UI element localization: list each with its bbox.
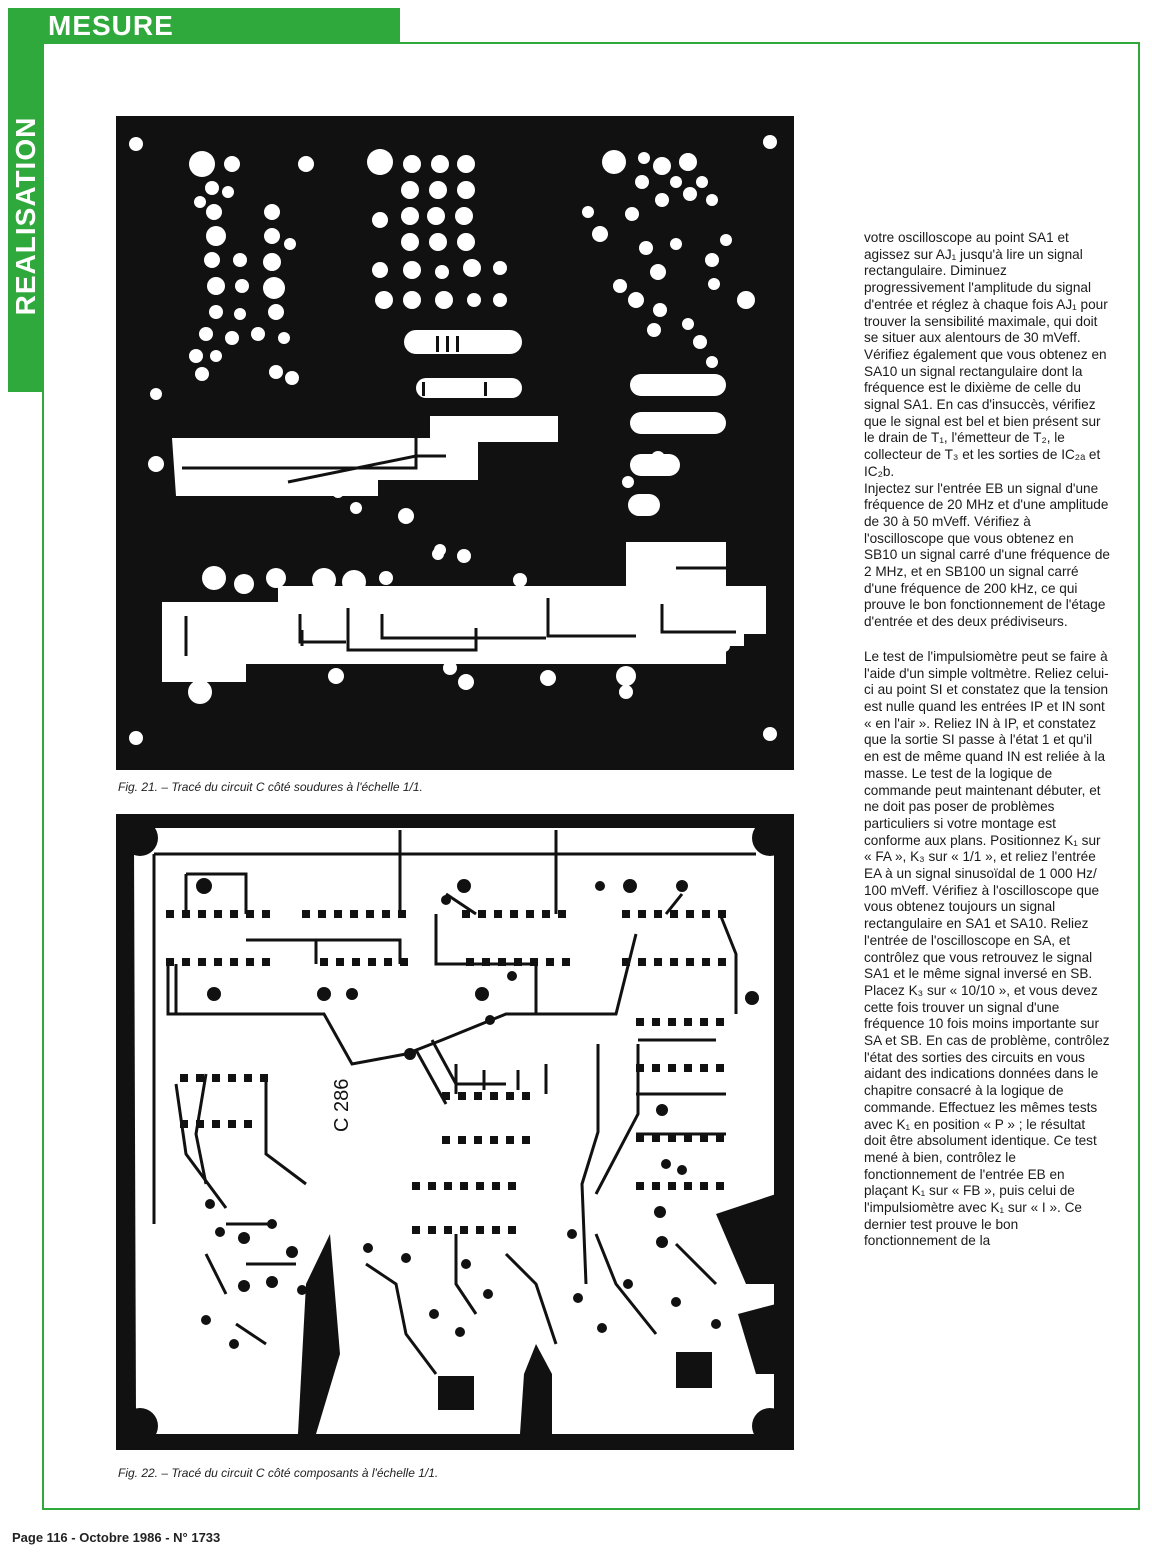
paragraph-3: Le test de l'impulsiomètre peut se faire à l'aide d'un simple voltmètre. Reliez celui-ci au point SI et constatez que la tension est nulle quand les entrées IP et IN sont « en l'air ». Reliez IN à IP, et constatez que la sortie SI passe à l'état 1 et qu'il en est de même quand IN est reliée à la masse. Le test de la logique de commande peut maintenant débuter, et ne doit pas poser de problèmes particuliers si votre montage est conforme aux plans. Positionnez K₁ sur « FA », K₃ sur « 1/1 », et reliez l'entrée EA à un signal sinusoïdal de 1 000 Hz/ 100 mVeff. Vérifiez à l'oscilloscope que vous obtenez toujours un signal rectangulaire en SA1 et SA10. Reliez l'entrée de l'oscilloscope en SA, et contrôlez que vous retrouvez le signal SA1 et le même signal inversé en SB. Placez K₃ sur « 10/10 », et vous devez cette fois trouver un signal d'une fréquence 10 fois moins importante sur SA et SB. En cas de problème, contrôlez l'état des sorties des circuits en vous aidant des indications données dans le chapitre consacré à la logique de commande. Effectuez les mêmes tests avec K₁ en position « P » ; le résultat doit être absolument identique. Ce test mené à bien, contrôlez le fonctionnement de l'entrée EB en plaçant K₁ sur « FB », puis celui de l'impulsiomètre avec K₁ sur « I ». Ce dernier test prouve le bon fonctionnement de la — [864, 648, 1110, 1249]
page-footer: Page 116 - Octobre 1986 - N° 1733 — [12, 1530, 221, 1545]
section-title: MESURE — [48, 10, 174, 41]
side-label: REALISATION — [10, 116, 41, 316]
figure-21-pcb-solder-side — [116, 116, 794, 770]
paragraph-1: votre oscilloscope au point SA1 et agissez sur AJ₁ jusqu'à lire un signal rectangulaire. Diminuez progressivement l'amplitude du signal d'entrée et réglez à chaque fois AJ₁ pour trouver la sensibilité maximale, qui doit se situer aux alentours de 30 mVeff. Vérifiez également que vous obtenez en SA10 un signal rectangulaire dont la fréquence est le dixième de celle du signal SA1. En cas d'insuccès, vérifiez que le signal est bel et bien présent sur le drain de T₁, l'émetteur de T₂, le collecteur de T₃ et les sorties de IC₂ₐ et IC₂b. — [864, 230, 1108, 479]
figure-22-caption: Fig. 22. – Tracé du circuit C côté composants à l'échelle 1/1. — [118, 1466, 439, 1480]
paragraph-2: Injectez sur l'entrée EB un signal d'une fréquence de 20 MHz et d'une amplitude de 30 à 50 mVeff. Vérifiez à l'oscilloscope que vous obtenez en SB10 un signal carré d'une fréquence de 2 MHz, et en SB100 un signal carré d'une fréquence de 200 kHz, ce qui prouve le bon fonctionnement de l'étage d'entrée et des deux prédiviseurs. — [864, 480, 1110, 630]
figure-22-pcb-component-side — [116, 814, 794, 1450]
article-text-column — [864, 230, 1110, 1250]
pcb-solder-artwork — [116, 116, 794, 770]
pcb-component-artwork — [116, 814, 794, 1450]
figure-21-caption: Fig. 21. – Tracé du circuit C côté soudures à l'échelle 1/1. — [118, 780, 423, 794]
board-marking: C 286 — [331, 1078, 353, 1132]
